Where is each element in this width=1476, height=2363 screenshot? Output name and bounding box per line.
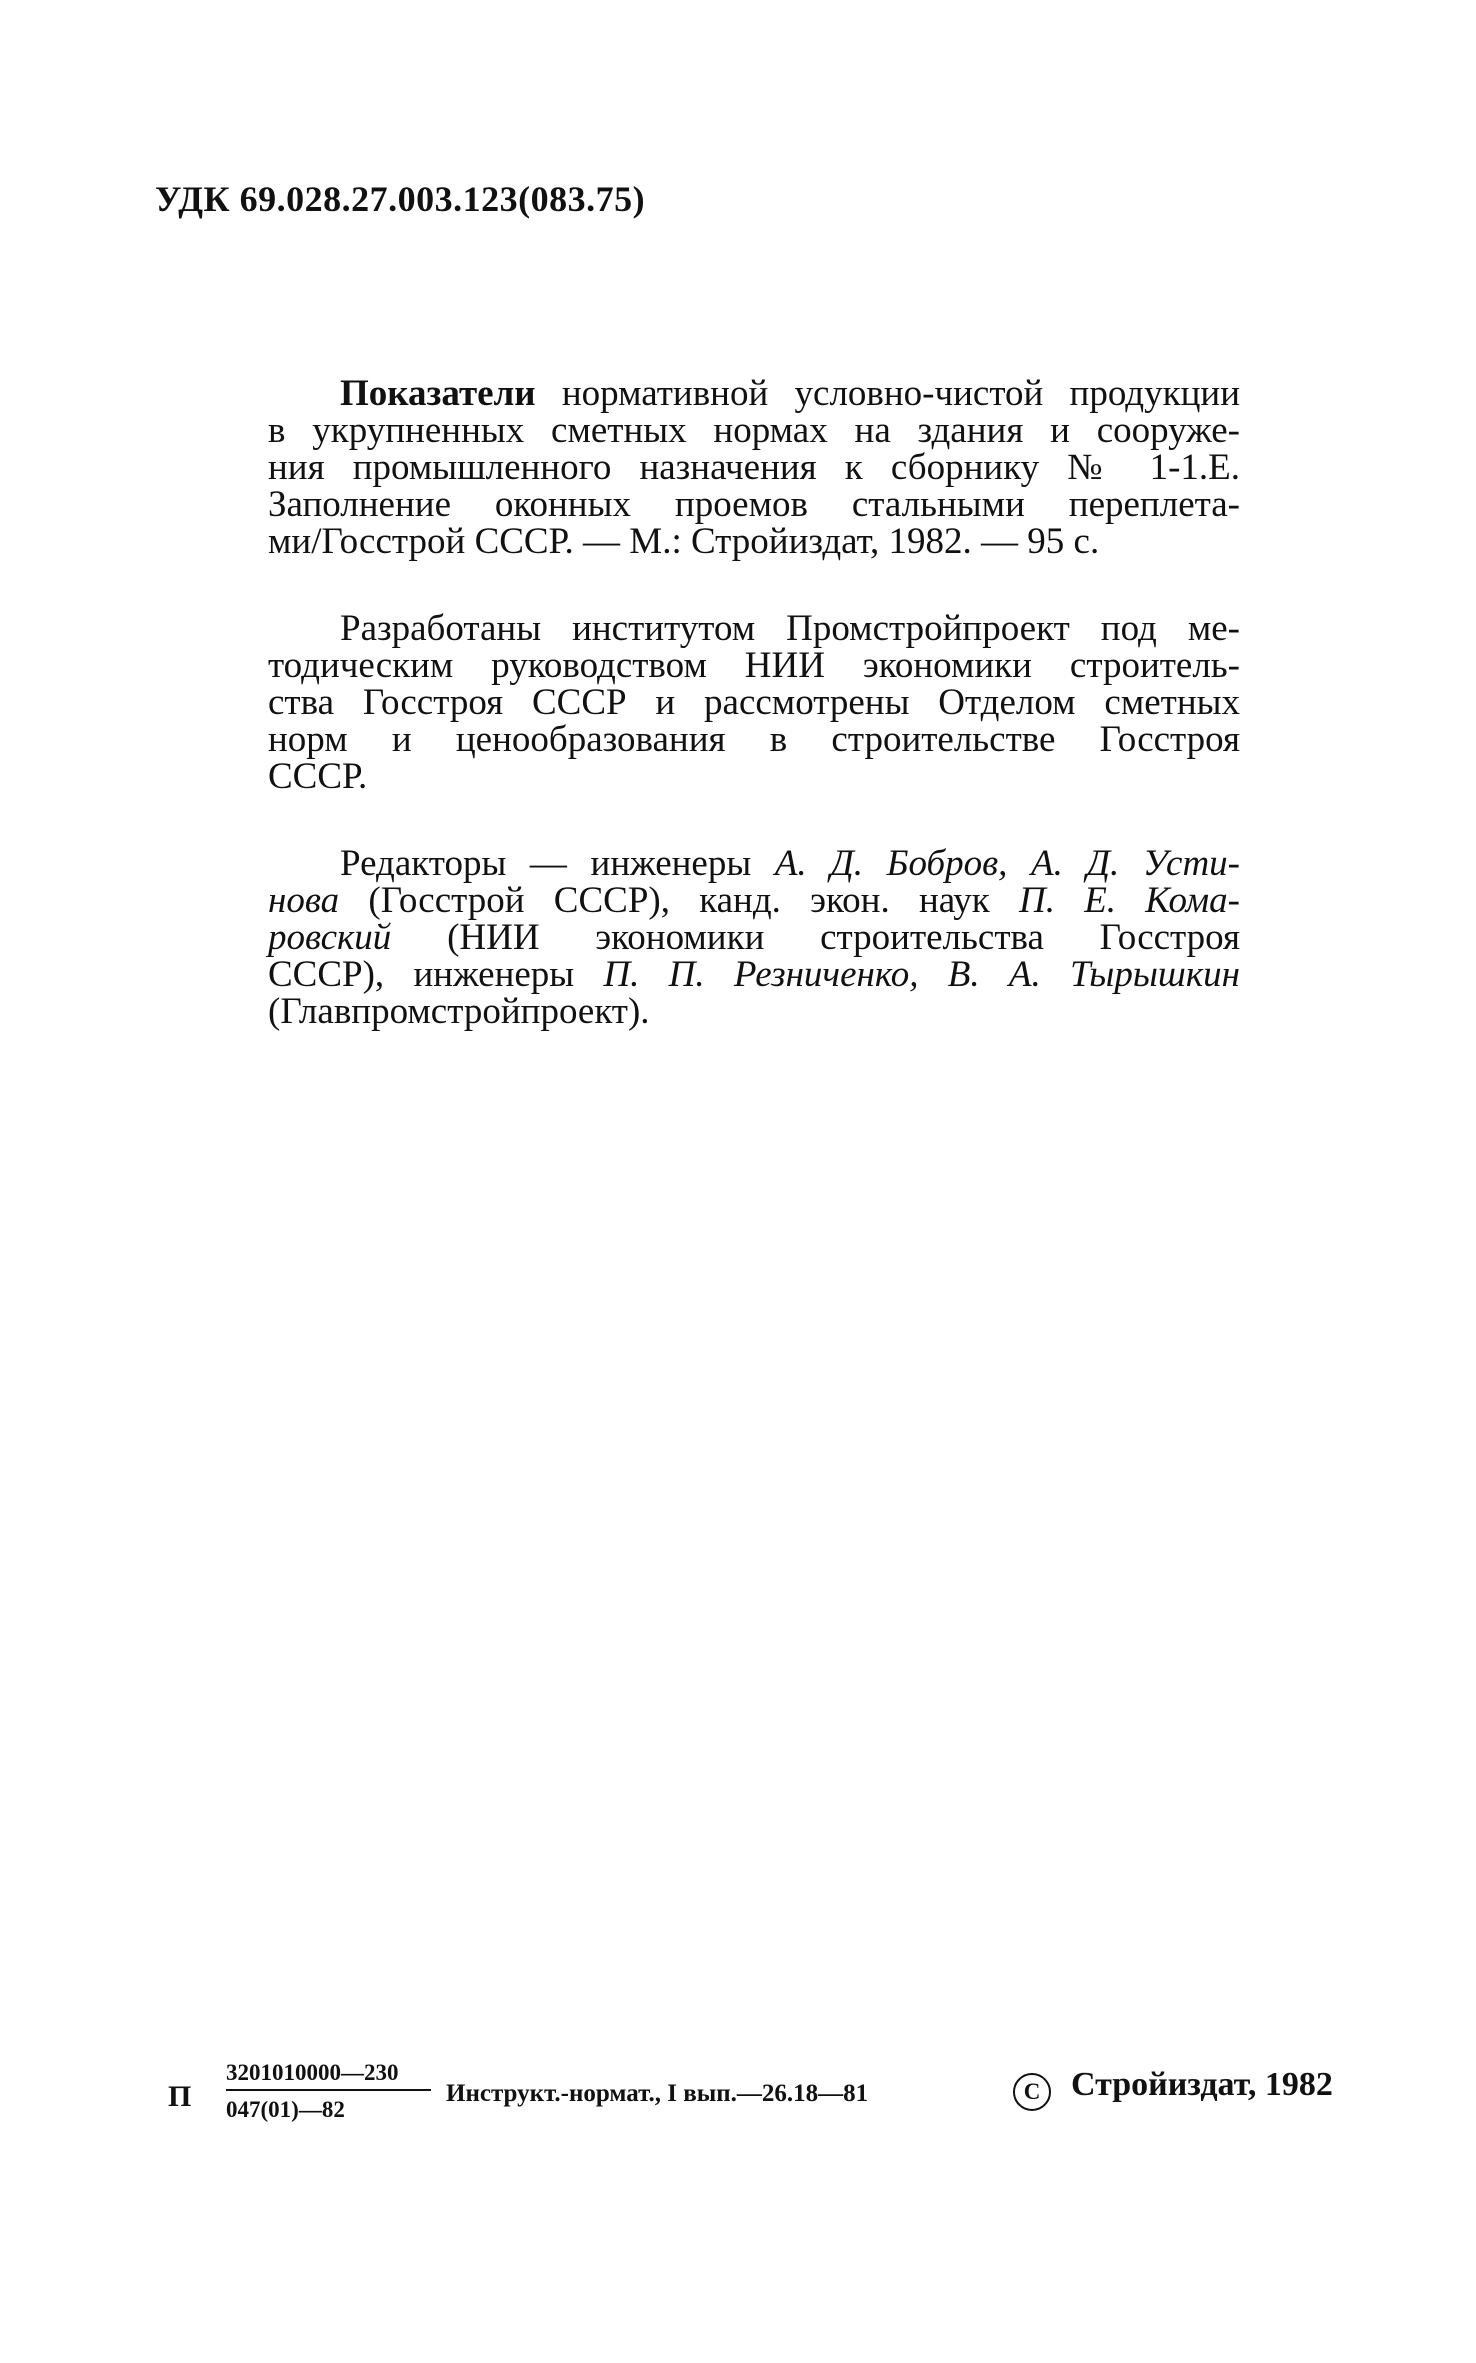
editors-text-run: П. Е. Кома- [1019,880,1240,921]
editors-text-run: (НИИ экономики строительства Госстроя [391,917,1240,958]
bibliography-text-run: нормативной условно-чистой продукции [535,373,1240,414]
index-letter: П [168,2080,192,2113]
editors-text-run: А. Д. Бобров, А. Д. Усти- [774,843,1241,884]
bibliography-line [268,412,1240,449]
editors-text-run: ровский [268,917,392,958]
imprint-footer [168,2060,1368,2140]
editors-text-run: П. П. Резниченко, В. А. Тырышкин [603,954,1240,995]
bibliography-text-run: Заполнение оконных проемов стальными переплета- [268,484,1240,525]
editors-text-run: нова [268,880,340,921]
editors-line [268,845,1240,882]
editors-line [268,993,1240,1030]
development-text-run: тодическим руководством НИИ экономики строитель- [268,645,1240,686]
development-text-run: Разработаны институтом Промстройпроект под ме- [340,608,1240,649]
publisher-year: Стройиздат, 1982 [1071,2066,1333,2103]
development-line [268,647,1240,684]
editors-line [268,882,1240,919]
editors-statement [268,845,1240,1030]
bibliography-line [268,449,1240,486]
developer-statement [268,610,1240,795]
development-line [268,721,1240,758]
development-text-run: норм и ценообразования в строительстве Госстроя [268,719,1240,760]
udk-code: УДК 69.028.27.003.123(083.75) [155,179,646,219]
bibliography-line [268,375,1240,412]
bibliography-text-run: ния промышленного назначения к сборнику № 1-1.Е. [268,447,1240,488]
bibliography-text-run: Показатели [340,373,536,414]
editors-paragraph [268,845,1240,1030]
bibliography-text-run: ми/Госстрой СССР. — М.: Стройиздат, 1982. — 95 с. [268,521,1100,562]
editors-text-run: Редакторы — инженеры [340,843,775,884]
development-text-run: ства Госстроя СССР и рассмотрены Отделом сметных [268,682,1240,723]
development-paragraph [268,610,1240,795]
editors-text-run: (Госстрой СССР), канд. экон. наук [339,880,1019,921]
editors-line [268,919,1240,956]
index-denominator: 047(01)—82 [226,2097,345,2122]
copyright [1013,2066,1333,2111]
development-line [268,684,1240,721]
bibliography-paragraph [268,375,1240,560]
development-text-run: СССР. [268,756,368,797]
editors-text-run: (Главпромстройпроект). [268,991,650,1032]
bibliography-line [268,523,1240,560]
index-fraction [226,2060,431,2123]
bibliographic-description [268,375,1240,560]
copyright-icon: C [1013,2073,1051,2111]
bibliography-text-run: в укрупненных сметных нормах на здания и сооруже- [268,410,1240,451]
bibliography-line [268,486,1240,523]
index-numerator: 3201010000—230 [226,2060,431,2091]
editors-text-run: СССР), инженеры [268,954,604,995]
development-line [268,610,1240,647]
editors-line [268,956,1240,993]
instruction-code: Инструкт.-нормат., I вып.—26.18—81 [446,2080,869,2107]
development-line [268,758,1240,795]
